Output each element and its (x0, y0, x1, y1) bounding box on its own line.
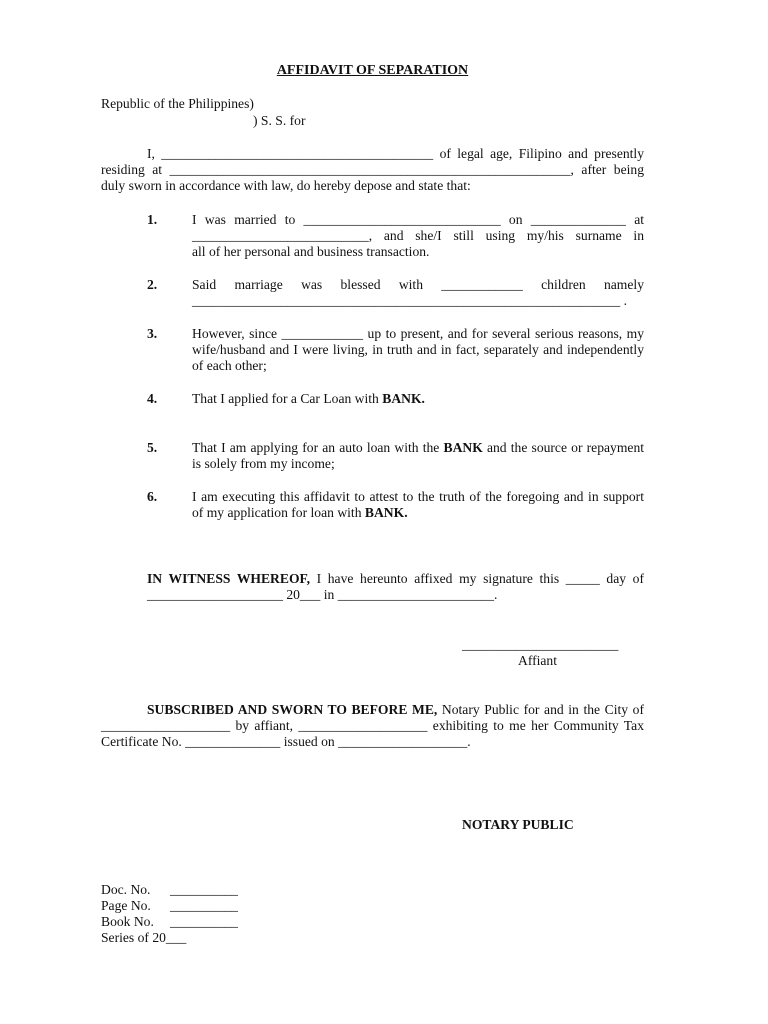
item-4-number: 4. (147, 391, 158, 406)
page-no-blank: __________ (170, 898, 238, 913)
item-3-line-2: wife/husband and I were living, in truth and in fact, separately and independently (192, 342, 644, 357)
book-no-blank: __________ (170, 914, 238, 929)
item-2-number: 2. (147, 277, 158, 292)
witness-line-2: ____________________ 20___ in _______________________. (147, 587, 498, 602)
item-6-bank: BANK. (364, 505, 408, 520)
book-no-label: Book No. (101, 914, 154, 929)
item-6-text: of my application for loan with (192, 505, 362, 520)
jurat-text: Notary Public for and in the City of (441, 702, 644, 717)
witness-text: I have hereunto affixed my signature this _____ day of (316, 571, 644, 586)
item-4-bank: BANK. (382, 391, 425, 406)
item-3-number: 3. (147, 326, 158, 341)
item-5-text-a: That I am applying for an auto loan with the (192, 440, 440, 455)
venue-line-2: ) S. S. for (253, 113, 306, 128)
item-4-line (192, 391, 425, 407)
item-2-line-1: Said marriage was blessed with ____________ children namely (192, 277, 644, 292)
jurat-line-2: ___________________ by affiant, ___________________ exhibiting to me her Community Tax (101, 718, 644, 733)
document-title: AFFIDAVIT OF SEPARATION (276, 63, 469, 78)
item-4-text: That I applied for a Car Loan with (192, 391, 379, 406)
item-3-line-1: However, since ____________ up to present, and for several serious reasons, my (192, 326, 644, 341)
jurat-line-1 (147, 702, 644, 718)
item-2-line-2: _______________________________________________________________ . (192, 293, 627, 308)
item-6-number: 6. (147, 489, 158, 504)
notary-public-label: NOTARY PUBLIC (462, 817, 574, 832)
item-5-text-b: and the source or repayment (486, 440, 645, 455)
item-1-number: 1. (147, 212, 158, 227)
item-5-bank: BANK (443, 440, 483, 455)
series-label: Series of 20___ (101, 930, 187, 945)
witness-heading: IN WITNESS WHEREOF, (147, 571, 310, 586)
doc-no-blank: __________ (170, 882, 238, 897)
item-5-line-2: is solely from my income; (192, 456, 335, 471)
item-6-line-2 (192, 505, 408, 521)
intro-line-3: duly sworn in accordance with law, do hereby depose and state that: (101, 178, 471, 193)
affiant-label: Affiant (518, 653, 558, 668)
intro-line-2: residing at ___________________________________________________________, after being (101, 162, 644, 177)
affiant-signature-line: _______________________ (462, 637, 619, 652)
item-5-line-1 (192, 440, 644, 456)
item-5-number: 5. (147, 440, 158, 455)
item-6-line-1: I am executing this affidavit to attest to the truth of the foregoing and in support (192, 489, 644, 504)
intro-line-1: I, ________________________________________ of legal age, Filipino and presently (147, 146, 644, 161)
page-no-label: Page No. (101, 898, 151, 913)
item-3-line-3: of each other; (192, 358, 267, 373)
item-1-line-3: all of her personal and business transaction. (192, 244, 430, 259)
item-1-line-2: __________________________, and she/I still using my/his surname in (192, 228, 644, 243)
item-1-line-1: I was married to _____________________________ on ______________ at (192, 212, 644, 227)
doc-no-label: Doc. No. (101, 882, 151, 897)
jurat-heading: SUBSCRIBED AND SWORN TO BEFORE ME, (147, 702, 438, 717)
witness-line-1 (147, 571, 644, 587)
jurat-line-3: Certificate No. ______________ issued on ___________________. (101, 734, 471, 749)
venue-line-1: Republic of the Philippines) (101, 96, 254, 111)
